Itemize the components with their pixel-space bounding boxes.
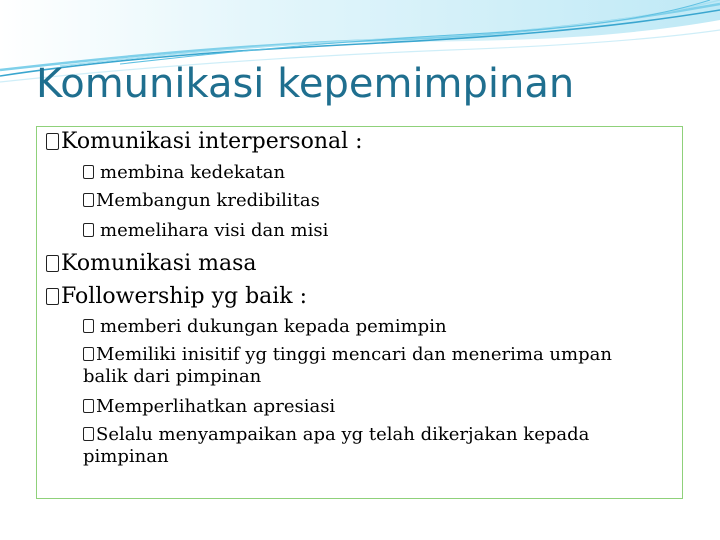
bullet-text: Selalu menyampaikan apa yg telah dikerjakan kepada pimpinan [83, 424, 590, 467]
bullet-box-icon [83, 165, 94, 179]
bullet-box-icon [83, 193, 94, 207]
bullet-text: memelihara visi dan misi [100, 220, 329, 241]
bullet-text: Komunikasi interpersonal : [61, 129, 363, 154]
bullet-box-icon [83, 347, 94, 361]
bullet-box-icon [83, 223, 94, 237]
subbullet-membangun-kredibilitas [83, 190, 320, 212]
subbullet-selalu-menyampaikan [83, 424, 663, 468]
bullet-box-icon [83, 427, 94, 441]
slide-title: Komunikasi kepemimpinan [36, 61, 575, 107]
bullet-box-icon [46, 133, 59, 150]
bullet-box-icon [83, 399, 94, 413]
subbullet-memperlihatkan-apresiasi [83, 396, 335, 418]
bullet-box-icon [46, 255, 59, 272]
bullet-text: membina kedekatan [100, 162, 286, 183]
bullet-text: Memiliki inisitif yg tinggi mencari dan menerima umpan balik dari pimpinan [83, 344, 612, 387]
subbullet-memiliki-inisitif [83, 344, 613, 388]
subbullet-memberi-dukungan [83, 316, 447, 338]
bullet-box-icon [46, 288, 59, 305]
bullet-text: memberi dukungan kepada pemimpin [100, 316, 447, 337]
bullet-text: Memperlihatkan apresiasi [96, 396, 336, 417]
bullet-box-icon [83, 319, 94, 333]
bullet-komunikasi-interpersonal [46, 127, 363, 157]
bullet-text: Komunikasi masa [61, 251, 257, 276]
bullet-text: Followership yg baik : [61, 284, 308, 309]
bullet-text: Membangun kredibilitas [96, 190, 320, 211]
bullet-komunikasi-masa [46, 249, 256, 279]
bullet-followership [46, 282, 307, 312]
subbullet-membina-kedekatan [83, 162, 285, 184]
subbullet-memelihara-visi [83, 220, 328, 242]
